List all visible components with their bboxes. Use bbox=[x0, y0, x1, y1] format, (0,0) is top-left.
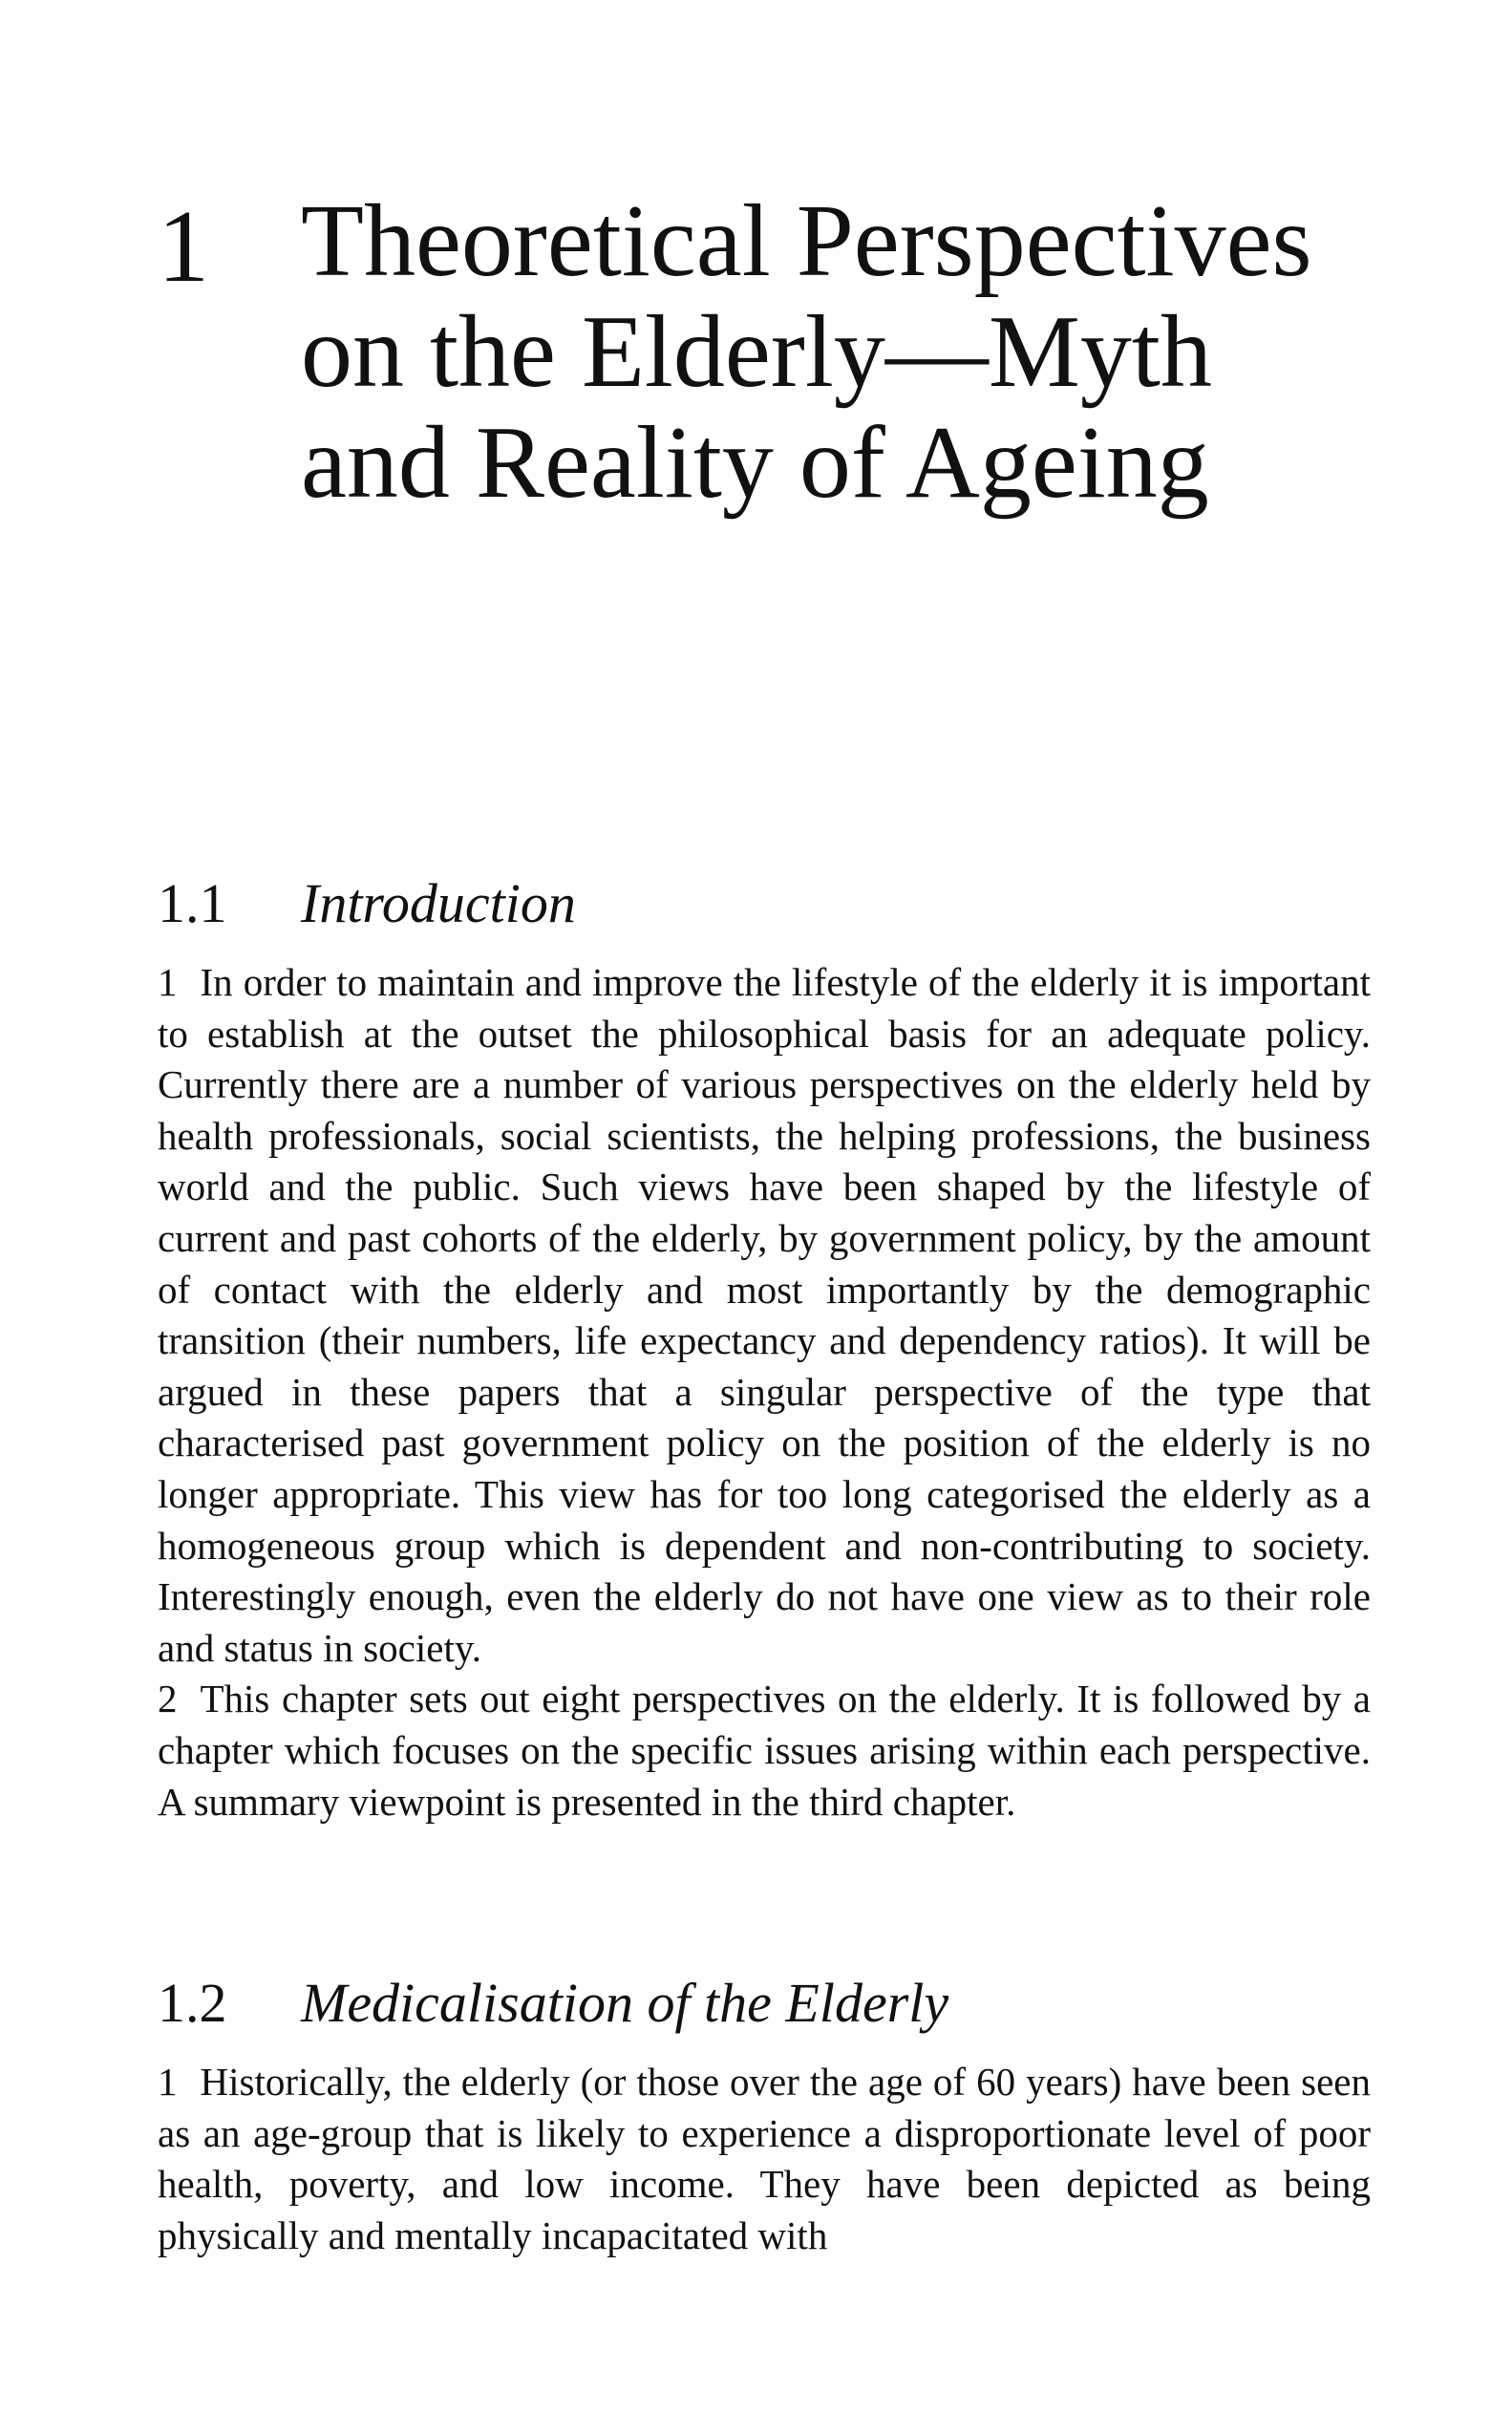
section-number: 1.2 bbox=[158, 1972, 227, 2034]
section-heading bbox=[158, 1971, 1371, 2036]
paragraph bbox=[158, 2057, 1371, 2261]
chapter-heading bbox=[158, 186, 1352, 519]
chapter-title-line: Theoretical Perspectives bbox=[301, 184, 1312, 298]
paragraph-text: This chapter sets out eight perspectives on the elderly. It is followed by a chapter which focuses on the specific issues arising within each perspective. A summary viewpoint is presented in the third chapter. bbox=[158, 1677, 1371, 1824]
chapter-title-line: and Reality of Ageing bbox=[301, 406, 1209, 520]
chapter-title-line: on the Elderly—Myth bbox=[301, 295, 1212, 409]
paragraph bbox=[158, 1674, 1371, 1827]
section-title: Medicalisation of the Elderly bbox=[301, 1972, 949, 2034]
paragraph-text: In order to maintain and improve the lifestyle of the elderly it is important to establish at the outset the philosophical basis for an adequate policy. Currently there are a number of various perspectives on the elderly held by health professionals, social scientists, the helping professions, the business world and the public. Such views have been shaped by the lifestyle of current and past cohorts of the elderly, by government policy, by the amount of contact with the elderly and most importantly by the demographic transition (their numbers, life expectancy and dependency ratios). It will be argued in these papers that a singular perspective of the type that characterised past government policy on the position of the elderly is no longer appropriate. This view has for too long categorised the elderly as a homogeneous group which is dependent and non-contributing to society. Interestingly enough, even the elderly do not have one view as to their role and status in society. bbox=[158, 960, 1371, 1670]
paragraph-text: Historically, the elderly (or those over the age of 60 years) have been seen as an age-group that is likely to experience a disproportionate level of poor health, poverty, and low income. They have been depicted as being physically and mentally incapacitated with bbox=[158, 2060, 1371, 2257]
paragraph-number: 1 bbox=[158, 960, 178, 1004]
chapter-number: 1 bbox=[158, 190, 209, 304]
section-medicalisation bbox=[158, 1971, 1371, 2261]
chapter-title bbox=[301, 186, 1352, 519]
section-introduction bbox=[158, 871, 1371, 1827]
paragraph bbox=[158, 957, 1371, 1674]
paragraph-number: 2 bbox=[158, 1677, 178, 1721]
section-title: Introduction bbox=[301, 872, 576, 934]
section-number: 1.1 bbox=[158, 872, 227, 934]
section-heading bbox=[158, 871, 1371, 936]
paragraph-number: 1 bbox=[158, 2060, 178, 2104]
